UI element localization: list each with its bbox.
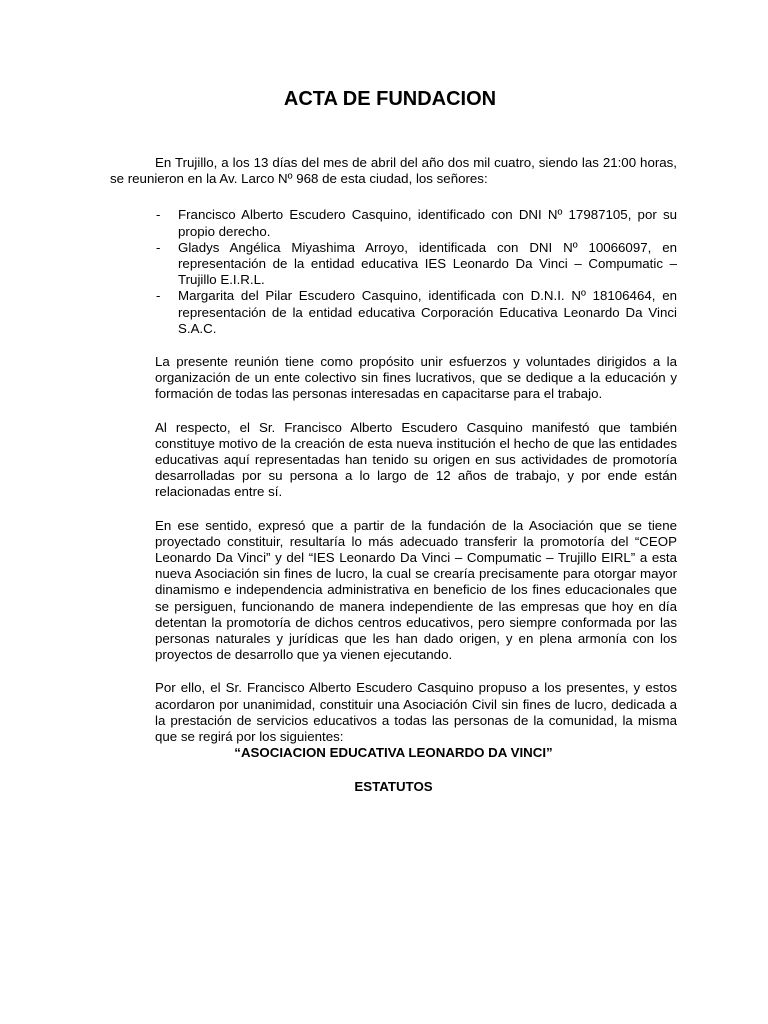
member-item: [156, 288, 677, 337]
member-text: Francisco Alberto Escudero Casquino, identificado con DNI Nº 17987105, por su propio derecho.: [178, 207, 677, 239]
member-text: Gladys Angélica Miyashima Arroyo, identificada con DNI Nº 10066097, en representación de la entidad educativa IES Leonardo Da Vinci – Compumatic –Trujillo E.I.R.L.: [178, 239, 677, 288]
spacer: [110, 187, 677, 207]
spacer: [110, 403, 677, 420]
list-dash: -: [156, 288, 161, 304]
list-dash: -: [156, 239, 161, 255]
member-item: [156, 207, 677, 239]
spacer: [110, 663, 677, 680]
spacer: [110, 762, 677, 779]
spacer: [110, 501, 677, 518]
sense-paragraph: En ese sentido, expresó que a partir de la fundación de la Asociación que se tiene proyectado constituir, resultaría lo más adecuado transferir la promotoría del “CEOP Leonardo Da Vinci” y del “IES Leonardo Da Vinci – Compumatic – Trujillo EIRL” a esta nueva Asociación sin fines de lucro, la cual se crearía precisamente para otorgar mayor dinamismo e independencia administrativa en beneficio de los fines educacionales que se persiguen, funcionando de manera independiente de las empresas que hoy en día detentan la promotoría de dichos centros educativos, pero siempre conformada por las personas naturales y jurídicas que les han dado origen, y en plena armonía con los proyectos de desarrollo que ya vienen ejecutando.: [155, 517, 677, 663]
proposal-paragraph: Por ello, el Sr. Francisco Alberto Escudero Casquino propuso a los presentes, y estos acordaron por unanimidad, constituir una Asociación Civil sin fines de lucro, dedicada a la prestación de servicios educativos a todas las personas de la comunidad, la misma que se regirá por los siguientes:: [155, 680, 677, 745]
respect-paragraph: Al respecto, el Sr. Francisco Alberto Escudero Casquino manifestó que también constituye motivo de la creación de esta nueva institución el hecho de que las entidades educativas aquí representadas han tenido su origen en sus actividades de promotoría desarrolladas por su persona a lo largo de 12 años de trabajo, y por ende están relacionadas entre sí.: [155, 419, 677, 500]
members-list: [110, 207, 677, 337]
intro-paragraph: En Trujillo, a los 13 días del mes de abril del año dos mil cuatro, siendo las 21:00 horas, se reunieron en la Av. Larco Nº 968 de esta ciudad, los señores:: [110, 155, 677, 187]
spacer: [110, 337, 677, 354]
statutes-heading: ESTATUTOS: [354, 778, 433, 794]
list-dash: -: [156, 207, 161, 223]
member-item: [156, 239, 677, 289]
document-title: ACTA DE FUNDACION: [283, 88, 497, 110]
member-text: Margarita del Pilar Escudero Casquino, identificada con D.N.I. Nº 18106464, en representación de la entidad educativa Corporación Educativa Leonardo Da Vinci S.A.C.: [178, 288, 677, 336]
document-body: [110, 155, 677, 795]
association-name: “ASOCIACION EDUCATIVA LEONARDO DA VINCI”: [234, 745, 553, 761]
purpose-paragraph: La presente reunión tiene como propósito unir esfuerzos y voluntades dirigidos a la organización de un ente colectivo sin fines lucrativos, que se dedique a la educación y formación de todas las personas interesadas en capacitarse para el trabajo.: [155, 354, 677, 402]
